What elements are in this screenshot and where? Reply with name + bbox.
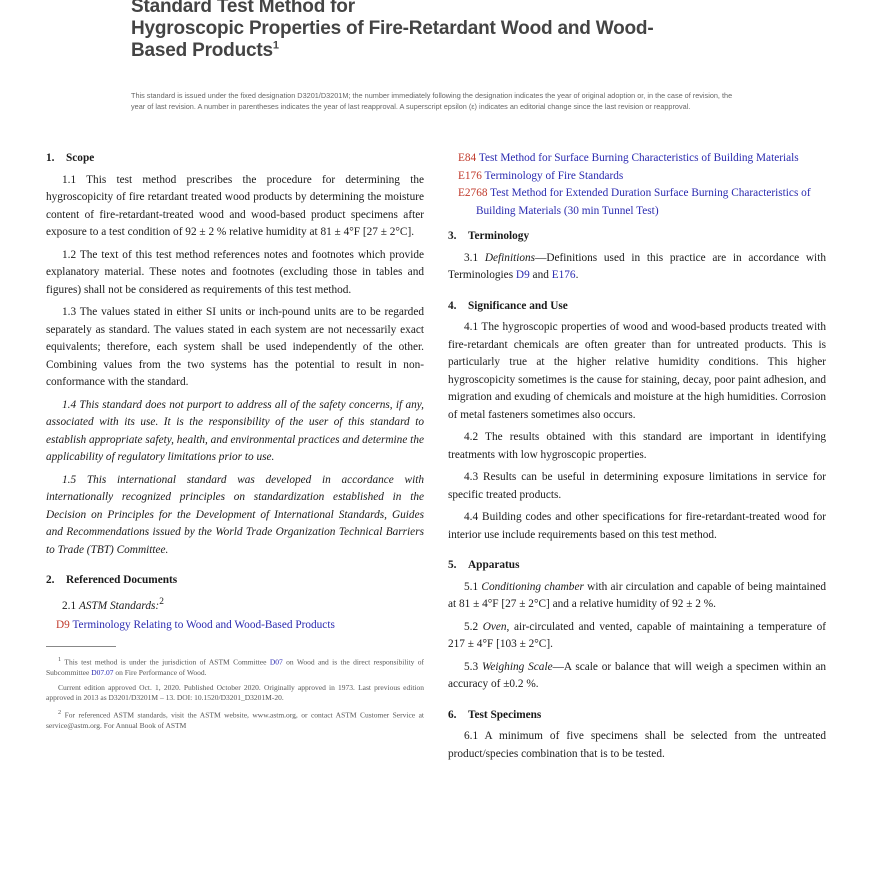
reference-e2768-code[interactable]: E2768 [458, 187, 488, 199]
reference-e2768 [448, 185, 826, 220]
paragraph-5-3 [448, 659, 826, 694]
section-2-title: Referenced Documents [66, 574, 178, 586]
paragraph-3-1-text-c: . [575, 269, 579, 281]
paragraph-3-1-text-b: and [529, 269, 552, 281]
section-2-number: 2. [46, 574, 55, 586]
paragraph-5-2-lead: 5.2 [464, 620, 483, 633]
paragraph-5-1-text: with air circulation and capable of being maintained at 81 ± 4°F [27 ± 2°C] and a relative humidity of 92 ± 2 %. [448, 580, 826, 610]
footnote-1-text-c: on Fire Performance of Wood. [113, 668, 207, 678]
reference-e84-code[interactable]: E84 [458, 152, 477, 164]
title-line-2: Hygroscopic Properties of Fire-Retardant Wood and Wood- [131, 18, 654, 39]
paragraph-5-3-lead: 5.3 [464, 660, 482, 673]
paragraph-2-1-label: ASTM Standards: [78, 599, 160, 612]
section-6-title: Test Specimens [468, 708, 542, 721]
reference-d9 [46, 617, 424, 635]
paragraph-1-1: 1.1 This test method prescribes the procedure for determining the hygroscopicity of fire retardant treated wood products by determining the moisture content of fire-retardant-treated wood and wood-based product specimens after exposure to a test condition of 92 ± 2 % relative humidity at 81 ± 4°F [27 ± 2°C]. [46, 173, 424, 238]
section-2-heading [46, 572, 424, 590]
paragraph-6-1: 6.1 A minimum of five specimens shall be selected from the untreated product/species combination that is to be tested. [448, 730, 826, 760]
reference-d9-code[interactable]: D9 [56, 618, 70, 631]
paragraph-3-1 [448, 250, 826, 285]
terminology-d9-link[interactable]: D9 [515, 269, 530, 281]
reference-e84-link[interactable]: Test Method for Surface Burning Characteristics of Building Materials [478, 152, 799, 164]
terminology-e176-link[interactable]: E176 [551, 269, 576, 281]
paragraph-5-2-text: , air-circulated and vented, capable of maintaining a temperature of 217 ± 4°F [103 ± 2°C]. [448, 620, 826, 650]
footnote-3-text: For referenced ASTM standards, visit the ASTM website, www.astm.org, or contact ASTM Customer Service at service@astm.org. For Annual Book of ASTM [46, 710, 425, 730]
paragraph-2-1 [46, 594, 424, 615]
reference-d9-link[interactable]: Terminology Relating to Wood and Wood-Based Products [72, 618, 335, 631]
paragraph-3-1-label: Definitions [484, 251, 536, 264]
paragraph-1-3: 1.3 The values stated in either SI units or inch-pound units are to be regarded separately as standard. The values stated in each system are not necessarily exact equivalents; therefore, each system shall be used independently of the other. Combining values from the two systems has the potential to result in non-conformance with the standard. [46, 306, 424, 388]
right-column [448, 150, 826, 768]
footnote-1-committee-link[interactable]: D07 [269, 657, 283, 667]
paragraph-1-2: 1.2 The text of this test method references notes and footnotes which provide explanatory material. These notes and footnotes (excluding those in tables and figures) shall not be considered as requirements of this test method. [46, 248, 424, 296]
reference-e2768-link[interactable]: Test Method for Extended Duration Surface Burning Characteristics of Building Materials (30 min Tunnel Test) [476, 187, 811, 217]
paragraph-5-1-label: Conditioning chamber [481, 580, 584, 593]
footnote-1: $^1$ This test method is under the jurisdiction of ASTM Committee D07 on Wood and is the direct responsibility of Subcommittee D07.07 on Fire Performance of Wood. [46, 656, 424, 678]
reference-e176-link[interactable]: Terminology of Fire Standards [484, 169, 624, 182]
section-1-number: 1. [46, 152, 55, 164]
footnote-divider [46, 646, 116, 647]
paragraph-5-2-label: Oven [482, 620, 507, 633]
paragraph-1-4: 1.4 This standard does not purport to address all of the safety concerns, if any, associated with its use. It is the responsibility of the user of this standard to establish appropriate safety, health, and environmental practices and determine the applicability of regulatory limitations prior to use. [46, 398, 424, 463]
reference-e176 [448, 168, 826, 186]
footnote-1-text-b: on Wood and is the direct responsibility of Subcommittee [46, 657, 424, 678]
section-1-title: Scope [66, 152, 95, 164]
section-5-heading [448, 557, 826, 575]
title-footnote-mark: 1 [272, 39, 279, 52]
paragraph-3-1-text-a: —Definitions used in this practice are in accordance with Terminologies [448, 251, 826, 281]
title-line-3 [131, 40, 771, 62]
footnote-1-text-a: This test method is under the jurisdiction of ASTM Committee [64, 657, 270, 667]
paragraph-5-1 [448, 579, 826, 614]
paragraph-5-3-label: Weighing Scale [482, 660, 553, 673]
title-line-3-text: Based Products [131, 40, 273, 61]
section-5-number: 5. [448, 559, 457, 571]
section-6-number: 6. [448, 708, 457, 721]
title-line-1: Standard Test Method for [131, 0, 355, 17]
section-4-number: 4. [448, 299, 457, 312]
footnote-1-subcommittee-link[interactable]: D07.07 [91, 668, 114, 678]
section-3-title: Terminology [468, 230, 530, 242]
designation-notice: This standard is issued under the fixed designation D3201/D3201M; the number immediately following the designation indicates the year of original adoption or, in the case of revision, the year of last revision. A number in parentheses indicates the year of last reapproval. A superscript epsilon (ε) indicates an editorial change since the last revision or reapproval. [131, 91, 733, 111]
footnote-3: $^2$ For referenced ASTM standards, visit the ASTM website, www.astm.org, or contact ASTM Customer Service at service@astm.org. For Annual Book of ASTM [46, 708, 425, 730]
left-column [46, 150, 424, 735]
paragraph-1-5: 1.5 This international standard was developed in accordance with internationally recognized principles on standardization established in the Decision on Principles for the Development of International Standards, Guides and Recommendations issued by the World Trade Organization Technical Barriers to Trade (TBT) Committee. [46, 473, 424, 556]
section-1-heading [46, 150, 424, 168]
paragraph-4-4: 4.4 Building codes and other specifications for fire-retardant-treated wood for interior use include requirements based on this test method. [448, 511, 826, 541]
section-6-heading [448, 707, 826, 725]
reference-e176-code[interactable]: E176 [458, 169, 482, 182]
paragraph-2-1-footnote: 2 [159, 596, 164, 607]
section-3-number: 3. [448, 230, 457, 242]
section-4-title: Significance and Use [468, 299, 568, 312]
section-5-title: Apparatus [468, 559, 520, 571]
paragraph-5-3-text: —A scale or balance that will weigh a specimen within an accuracy of ±0.2 %. [448, 660, 827, 690]
paragraph-3-1-lead: 3.1 [464, 251, 485, 264]
reference-e84 [448, 150, 826, 168]
paragraph-4-3: 4.3 Results can be useful in determining exposure limitations in service for specific treated products. [448, 471, 826, 501]
section-4-heading [448, 298, 826, 316]
paragraph-5-2 [448, 619, 826, 654]
document-title [131, 0, 771, 62]
paragraph-4-2: 4.2 The results obtained with this standard are important in identifying treatments with low hygroscopic properties. [448, 431, 826, 461]
paragraph-4-1: 4.1 The hygroscopic properties of wood and wood-based products treated with fire-retardant chemicals are often greater than for untreated products. This is particularly true at the higher relative humidity conditions. This higher hygroscopicity sometimes is the cause for staining, decay, poor paint adhesion, and migration and exuding of chemicals and moisture at the high humidities. Corrosion of metal fasteners sometimes also occurs. [448, 321, 826, 421]
paragraph-5-1-lead: 5.1 [464, 580, 482, 593]
section-3-heading [448, 228, 826, 246]
paragraph-2-1-lead: 2.1 [62, 599, 79, 612]
footnote-2: Current edition approved Oct. 1, 2020. Published October 2020. Originally approved in 1973. Last previous edition approved in 2013 as D3201/D3201M – 13. DOI: 10.1520/D3201_D3201M-20. [46, 682, 424, 703]
